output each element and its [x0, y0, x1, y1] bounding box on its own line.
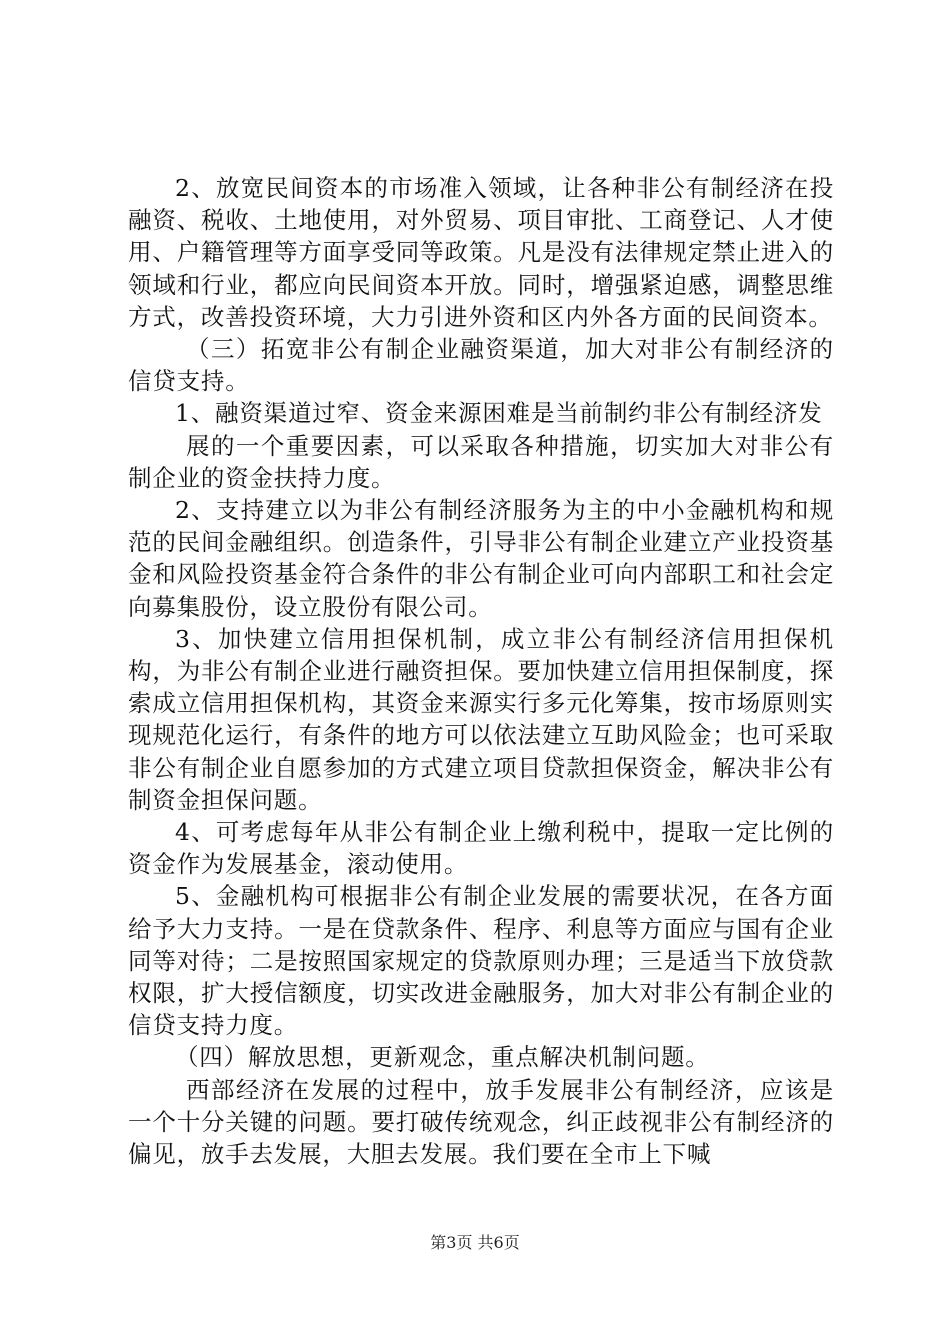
page-footer: 第3页 共6页	[430, 1233, 520, 1252]
paragraph-continuation: 展的一个重要因素，可以采取各种措施，切实加大对非公有制企业的资金扶持力度。	[128, 431, 834, 492]
paragraph-item-2b: 2、支持建立以为非公有制经济服务为主的中小金融机构和规范的民间金融组织。创造条件，引导非公有制企业建立产业投资基金和风险投资基金符合条件的非公有制企业可向内部职工和社会定向募集股份，设立股份有限公司。	[128, 496, 834, 621]
section-heading-4: （四）解放思想，更新观念，重点解决机制问题。	[175, 1043, 710, 1072]
paragraph-item-3: 3、加快建立信用担保机制，成立非公有制经济信用担保机构，为非公有制企业进行融资担保。要加快建立信用担保制度，探索成立信用担保机构，其资金来源实行多元化筹集，按市场原则实现规范化运行，有条件的地方可以依法建立互助风险金；也可采取非公有制企业自愿参加的方式建立项目贷款担保资金，解决非公有制资金担保问题。	[128, 624, 834, 814]
paragraph-item-4: 4、可考虑每年从非公有制企业上缴利税中，提取一定比例的资金作为发展基金，滚动使用。	[128, 818, 834, 879]
paragraph-western-economy: 西部经济在发展的过程中，放手发展非公有制经济，应该是一个十分关键的问题。要打破传统观念，纠正歧视非公有制经济的偏见，放手去发展，大胆去发展。我们要在全市上下喊	[128, 1075, 834, 1169]
paragraph-item-5: 5、金融机构可根据非公有制企业发展的需要状况，在各方面给予大力支持。一是在贷款条件、程序、利息等方面应与国有企业同等对待；二是按照国家规定的贷款原则办理；三是适当下放贷款权限，扩大授信额度，切实改进金融服务，加大对非公有制企业的信贷支持力度。	[128, 882, 834, 1040]
section-heading-3: （三）拓宽非公有制企业融资渠道，加大对非公有制经济的信贷支持。	[128, 335, 834, 396]
paragraph-item-1: 1、融资渠道过窄、资金来源困难是当前制约非公有制经济发	[175, 399, 823, 428]
paragraph-item-2: 2、放宽民间资本的市场准入领域，让各种非公有制经济在投融资、税收、土地使用，对外贸易、项目审批、工商登记、人才使用、户籍管理等方面享受同等政策。凡是没有法律规定禁止进入的领域和行业，都应向民间资本开放。同时，增强紧迫感，调整思维方式，改善投资环境，大力引进外资和区内外各方面的民间资本。	[128, 174, 834, 331]
document-body	[128, 172, 834, 1170]
